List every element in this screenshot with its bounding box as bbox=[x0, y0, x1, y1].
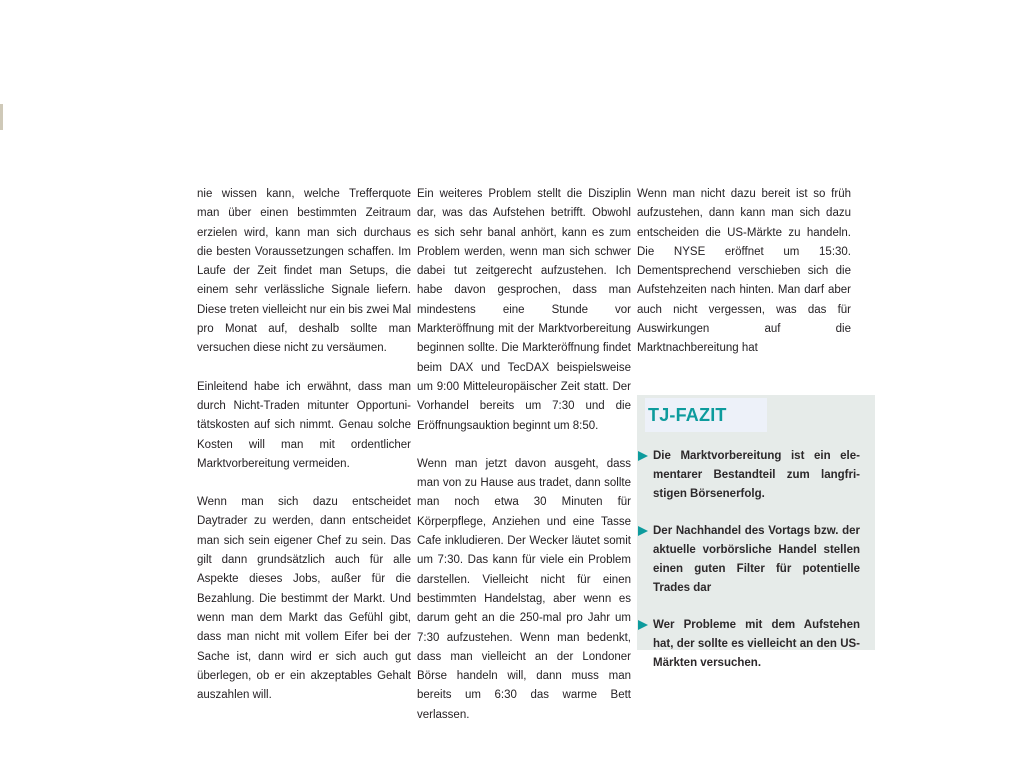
text-column-2 bbox=[417, 185, 631, 744]
fazit-bullet-item bbox=[638, 616, 860, 673]
text-column-3 bbox=[637, 185, 851, 378]
triangle-right-icon bbox=[638, 620, 648, 630]
paragraph: Wenn man nicht dazu bereit ist so früh aufzustehen, dann kann man sich dazu entscheiden die US-Märkte zu handeln. Die NYSE eröffnet um 15:30. Dementsprechend verschieben sich die Aufstehzeiten nach hinten. Man darf aber auch nicht vergessen, was das für Auswirkungen auf die Marktnachbereitung hat bbox=[637, 188, 851, 355]
fazit-bullet-list bbox=[638, 447, 860, 691]
text-column-1 bbox=[197, 185, 411, 724]
fazit-title-band bbox=[645, 398, 767, 432]
tj-fazit-summary-box bbox=[637, 395, 875, 669]
paragraph: nie wissen kann, welche Trefferquote man über einen bestimmten Zeitraum erzielen wird, kann man sich durchaus die besten Voraussetzungen schaffen. Im Laufe der Zeit findet man Setups, die einem sehr verlässliche Signale liefern. Diese treten vielleicht nur ein bis zwei Mal pro Monat auf, deshalb sollte man versuchen diese nicht zu versäumen. bbox=[197, 188, 411, 355]
triangle-right-icon bbox=[638, 526, 648, 536]
paragraph: Wenn man jetzt davon ausgeht, dass man von zu Hause aus tradet, dann sollte man noch etwa 30 Minuten für Körperpflege, Anziehen und eine Tasse Cafe inkludieren. Der Wecker läutet somit um 7:30. Das kann für viele ein Problem darstellen. Vielleicht nicht für einen bestimmten Handelstag, aber wenn es darum geht an die 250-mal pro Jahr um 7:30 aufzustehen. Wenn man bedenkt, dass man vielleicht an der Londoner Börse handeln will, dann muss man bereits um 6:30 das warme Bett verlassen. bbox=[417, 457, 631, 721]
paragraph: Wenn man sich dazu entscheidet Daytrader zu werden, dann entscheidet man sich sein eigener Chef zu sein. Das gilt dann grundsätzlich auch für alle Aspekte dieses Jobs, außer für die Bezahlung. Die bestimmt der Markt. Und wenn man dem Markt das Gefühl gibt, dass man nicht mit vollem Eifer bei der Sache ist, dann wird er sich auch gut überlegen, ob er ein akzeptables Gehalt auszahlen will. bbox=[197, 496, 411, 702]
fazit-bullet-text: Wer Probleme mit dem Aufstehen hat, der sollte es vielleicht an den US-Märkten versuchen. bbox=[653, 619, 860, 669]
page-edge-mark bbox=[0, 104, 3, 130]
paragraph: Einleitend habe ich erwähnt, dass man durch Nicht-Traden mitunter Opportunitätskosten auf sich nimmt. Genau solche Kosten will man mit ordentlicher Marktvorbereitung vermeiden. bbox=[197, 380, 411, 470]
paragraph: Ein weiteres Problem stellt die Disziplin dar, was das Aufstehen betrifft. Obwohl es sich sehr banal anhört, kann es zum Problem werden, wenn man sich schwer dabei tut zeitgerecht aufzustehen. Ich habe davon gesprochen, dass man mindestens eine Stunde vor Markteröffnung mit der Marktvorbereitung beginnen sollte. Die Markteröffnung findet beim DAX und TecDAX beispielsweise um 9:00 Mitteleuropäischer Zeit statt. Der Vorhandel bereits um 7:30 und die Eröffnungsauktion beginnt um 8:50. bbox=[417, 188, 631, 432]
triangle-right-icon bbox=[638, 451, 648, 461]
fazit-bullet-item bbox=[638, 522, 860, 598]
fazit-bullet-text: Die Marktvorbereitung ist ein elementarer Bestandteil zum langfristigen Börsenerfolg. bbox=[653, 450, 860, 500]
fazit-bullet-item bbox=[638, 447, 860, 504]
fazit-bullet-text: Der Nachhandel des Vortags bzw. der aktuelle vorbörsliche Handel stellen einen guten Filter für potentielle Trades dar bbox=[653, 525, 860, 594]
fazit-title: TJ-FAZIT bbox=[648, 404, 727, 425]
